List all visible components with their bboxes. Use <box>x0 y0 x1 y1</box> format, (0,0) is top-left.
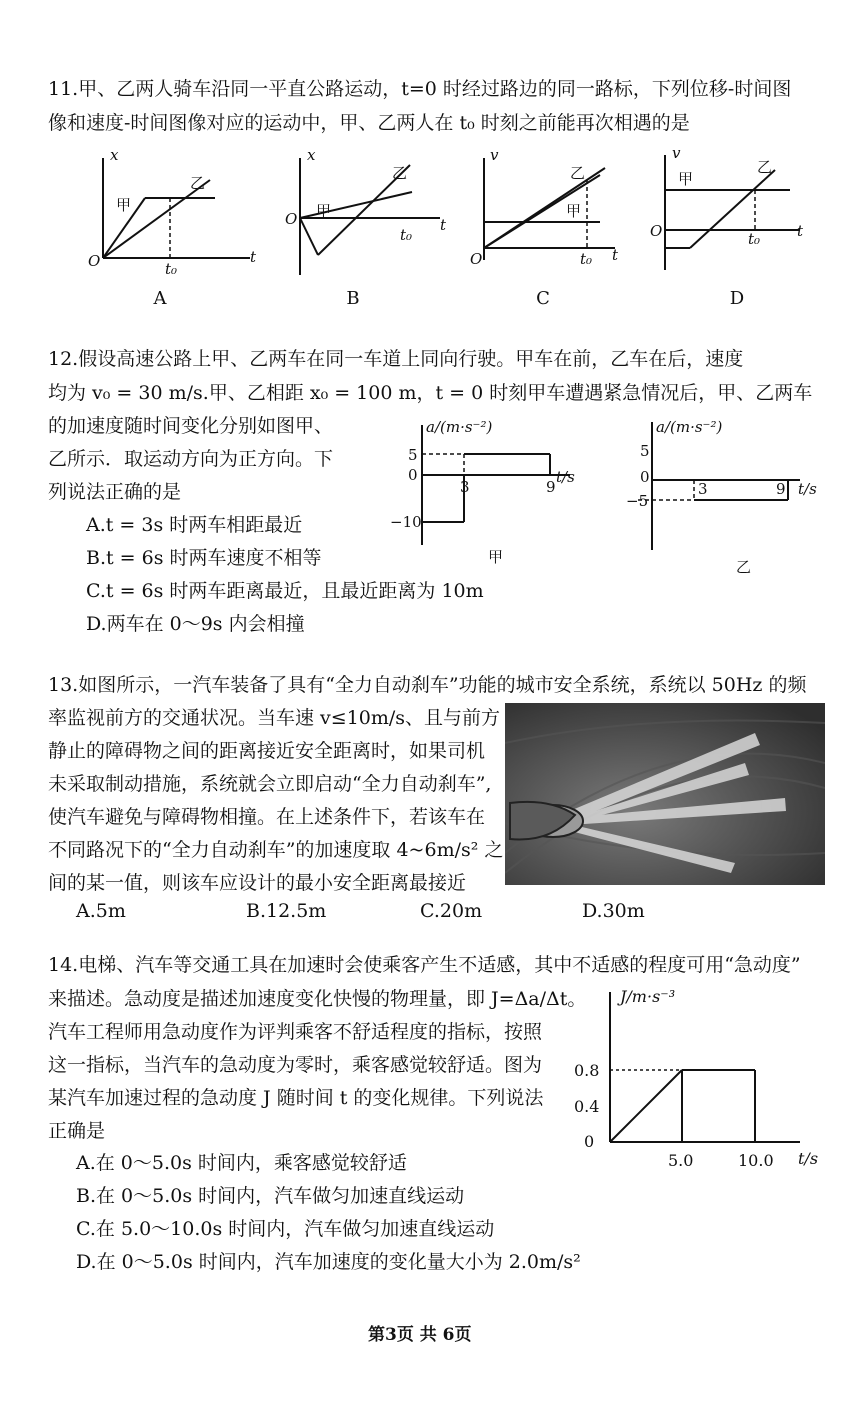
q12-yi-tick-9: 9 <box>776 480 786 498</box>
q14-option-a: A.在 0～5.0s 时间内，乘客感觉较舒适 <box>76 1152 407 1174</box>
q13-line-3: 静止的障碍物之间的距离接近安全距离时，如果司机 <box>48 740 486 762</box>
q11-c-vaxis: v <box>490 146 499 164</box>
q14-tick-5: 5.0 <box>668 1151 694 1170</box>
q13-line-6: 不同路况下的“全力自动刹车”的加速度取 4~6m/s² 之 <box>48 839 504 861</box>
q11-b-yi: 乙 <box>392 164 408 182</box>
q12-line-1: 12.假设高速公路上甲、乙两车在同一车道上同向行驶。甲车在前，乙车在后，速度 <box>48 348 744 370</box>
q13-option-d: D.30m <box>582 900 645 922</box>
q14-option-d: D.在 0～5.0s 时间内，汽车加速度的变化量大小为 2.0m/s² <box>76 1251 581 1273</box>
q11-a-origin: O <box>88 252 101 270</box>
q11-a-yi: 乙 <box>190 174 206 192</box>
q14-line-5: 某汽车加速过程的急动度 J 随时间 t 的变化规律。下列说法 <box>48 1087 544 1109</box>
q14-chart <box>570 982 830 1172</box>
q12-yi-caption: 乙 <box>736 558 752 576</box>
q14-line-4: 这一指标，当汽车的急动度为零时，乘客感觉较舒适。图为 <box>48 1054 543 1076</box>
q12-line-3: 的加速度随时间变化分别如图甲、 <box>48 415 334 437</box>
q13-line-1: 13.如图所示，一汽车装备了具有“全力自动刹车”功能的城市安全系统，系统以 50Hz 的频 <box>48 674 807 696</box>
q12-yi-tick-0: 0 <box>640 468 650 486</box>
q11-d-t0: t₀ <box>748 230 761 248</box>
q11-d-yi: 乙 <box>757 158 773 176</box>
q14-ylabel: J/m·s⁻³ <box>620 987 676 1006</box>
q13-line-4: 未采取制动措施，系统就会立即启动“全力自动刹车”, <box>48 773 492 795</box>
q11-d-jia: 甲 <box>678 170 694 188</box>
q11-caption-d: D <box>729 288 745 309</box>
q12-option-a: A.t = 3s 时两车相距最近 <box>86 514 303 536</box>
q11-c-origin: O <box>470 250 483 268</box>
q14-line-1: 14.电梯、汽车等交通工具在加速时会使乘客产生不适感，其中不适感的程度可用“急动度” <box>48 954 801 976</box>
q12-jia-xlabel: t/s <box>556 468 575 486</box>
q13-line-5: 使汽车避免与障碍物相撞。在上述条件下，若该车在 <box>48 806 486 828</box>
q12-line-4: 乙所示．取运动方向为正方向。下 <box>48 448 334 470</box>
q14-line-3: 汽车工程师用急动度作为评判乘客不舒适程度的指标，按照 <box>48 1021 543 1043</box>
q11-c-t0: t₀ <box>580 250 593 268</box>
q12-option-d: D.两车在 0～9s 内会相撞 <box>86 613 305 635</box>
q12-jia-tick-0: 0 <box>408 466 418 484</box>
q14-tick-04: 0.4 <box>574 1097 600 1116</box>
q11-a-haxis: t <box>250 248 257 266</box>
q11-caption-b: B <box>346 288 360 309</box>
q12-yi-tick-5: 5 <box>640 442 650 460</box>
q14-xlabel: t/s <box>798 1149 819 1168</box>
q11-b-origin: O <box>285 210 298 228</box>
q12-yi-tick-3: 3 <box>698 480 708 498</box>
q14-tick-10: 10.0 <box>738 1151 774 1170</box>
q14-option-c: C.在 5.0～10.0s 时间内，汽车做匀加速直线运动 <box>76 1218 495 1240</box>
q11-a-vaxis: x <box>110 146 119 164</box>
q14-tick-0: 0 <box>584 1132 595 1151</box>
q11-d-origin: O <box>650 222 663 240</box>
q12-jia-tick-neg10: −10 <box>390 513 422 531</box>
q11-line-2: 像和速度-时间图像对应的运动中，甲、乙两人在 t₀ 时刻之前能再次相遇的是 <box>48 112 690 134</box>
q14-tick-08: 0.8 <box>574 1061 600 1080</box>
q11-caption-a: A <box>153 288 167 309</box>
q11-c-jia: 甲 <box>566 202 582 220</box>
q11-graph-c <box>484 158 615 260</box>
q11-d-haxis: t <box>797 222 804 240</box>
q11-a-jia: 甲 <box>116 196 132 214</box>
q14-line-2: 来描述。急动度是描述加速度变化快慢的物理量，即 J=Δa/Δt。 <box>48 988 587 1010</box>
q12-option-c: C.t = 6s 时两车距离最近，且最近距离为 10m <box>86 580 484 602</box>
q13-option-c: C.20m <box>420 900 483 922</box>
q12-option-b: B.t = 6s 时两车速度不相等 <box>86 547 322 569</box>
q11-c-haxis: t <box>612 246 619 264</box>
q14-option-b: B.在 0～5.0s 时间内，汽车做匀加速直线运动 <box>76 1185 465 1207</box>
q12-jia-tick-5: 5 <box>408 446 418 464</box>
q11-line-1: 11.甲、乙两人骑车沿同一平直公路运动，t=0 时经过路边的同一路标，下列位移-时间图 <box>48 78 792 100</box>
q11-caption-c: C <box>536 288 550 309</box>
q12-line-2: 均为 v₀ = 30 m/s.甲、乙相距 x₀ = 100 m，t = 0 时刻甲车遭遇紧急情况后，甲、乙两车 <box>48 382 813 404</box>
q11-b-jia: 甲 <box>316 202 332 220</box>
q12-jia-tick-9: 9 <box>546 478 556 496</box>
q12-jia-tick-3: 3 <box>460 478 470 496</box>
q13-option-a: A.5m <box>76 900 126 922</box>
q12-yi-xlabel: t/s <box>798 480 817 498</box>
q13-line-2: 率监视前方的交通状况。当车速 v≤10m/s、且与前方 <box>48 707 501 729</box>
q12-jia-caption: 甲 <box>488 548 504 566</box>
q11-b-t0: t₀ <box>400 226 413 244</box>
page-footer: 第3页 共 6页 <box>368 1325 472 1345</box>
q11-d-vaxis: v <box>672 144 681 162</box>
car-sensor-photo <box>505 703 825 885</box>
q13-option-b: B.12.5m <box>246 900 327 922</box>
q11-b-haxis: t <box>440 216 447 234</box>
q11-a-t0: t₀ <box>165 260 178 278</box>
q12-yi-tick-neg5: −5 <box>626 492 649 510</box>
q14-line-6: 正确是 <box>48 1120 106 1142</box>
q11-c-yi: 乙 <box>570 164 586 182</box>
q12-jia-ylabel: a/(m·s⁻²) <box>426 418 493 436</box>
q12-line-5: 列说法正确的是 <box>48 481 182 503</box>
q12-yi-ylabel: a/(m·s⁻²) <box>656 418 723 436</box>
q11-b-vaxis: x <box>307 146 316 164</box>
q13-line-7: 间的某一值，则该车应设计的最小安全距离最接近 <box>48 872 467 894</box>
q12-charts <box>360 410 850 580</box>
